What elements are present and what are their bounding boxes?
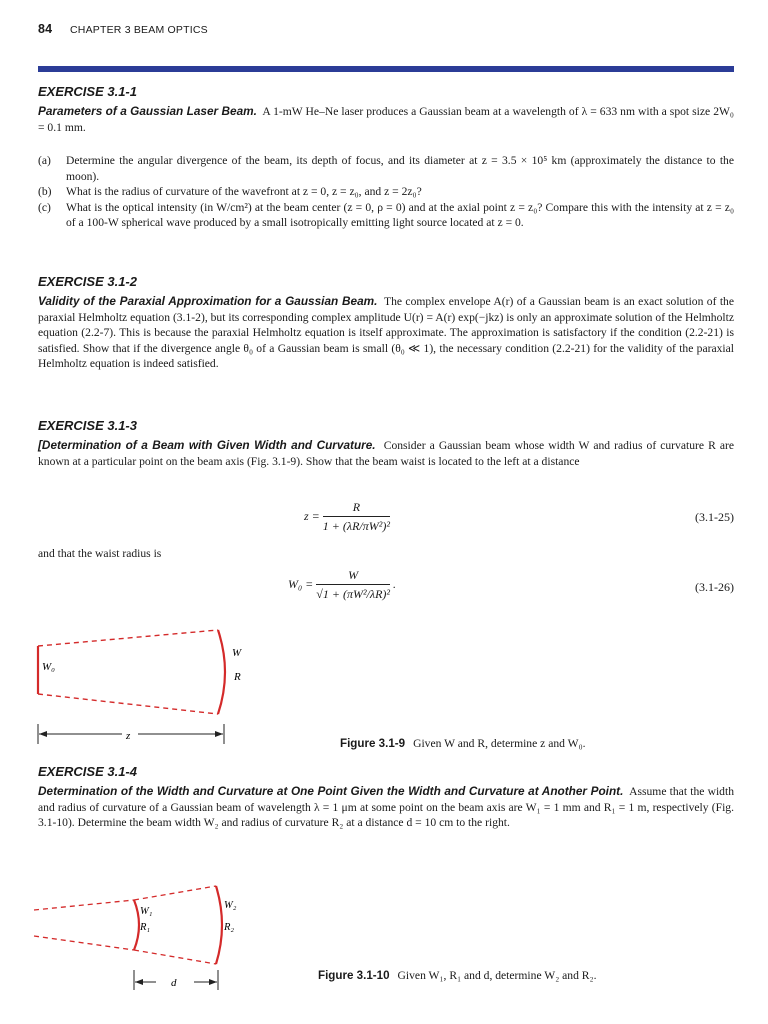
caption-label: Figure 3.1-10	[318, 969, 390, 982]
equation-3-1-25	[304, 500, 390, 534]
exercise-heading-3: EXERCISE 3.1-3	[38, 418, 137, 433]
width-1-label: W₁	[140, 906, 153, 917]
arrow-left	[135, 979, 143, 985]
exercise-4-body	[38, 784, 734, 831]
equation-numerator: W	[316, 568, 390, 585]
beam-edge-lower-right	[134, 950, 216, 964]
width-2-label: W₂	[224, 900, 237, 911]
exercise-2-body	[38, 294, 734, 372]
exercise-heading-1: EXERCISE 3.1-1	[38, 84, 137, 99]
radius-2-label: R₂	[224, 922, 235, 933]
exercise-1-intro	[38, 104, 734, 135]
mid-text: and that the waist radius is	[38, 547, 162, 560]
beam-edge-upper-right	[134, 886, 216, 900]
arrow-right	[215, 731, 223, 737]
equation-tail: .	[393, 576, 397, 591]
item-text: Determine the angular divergence of the beam, its depth of focus, and its diameter at z = 3.5 × 10⁵ km (approximately the distance to the moon).	[66, 154, 734, 183]
equation-denominator: 1 + (λR/πW²)²	[322, 519, 390, 533]
question-item	[38, 200, 734, 231]
equation-number-2: (3.1-26)	[695, 580, 734, 594]
exercise-heading-4: EXERCISE 3.1-4	[38, 764, 137, 779]
item-label: (c)	[38, 200, 51, 214]
exercise-3-text: Consider a Gaussian beam whose width W and radius of curvature R are known at a particular point on the beam axis (Fig. 3.1-9). Show that the beam waist is located to the left at a distance	[38, 439, 735, 468]
equation-lhs: W₀ =	[288, 576, 314, 591]
radius-label: R	[234, 671, 241, 683]
equation-numerator: R	[323, 500, 390, 517]
exercise-3-body	[38, 438, 734, 469]
item-label: (b)	[38, 185, 52, 199]
caption-text: Given W and R, determine z and W₀.	[413, 737, 586, 750]
width-label: W	[232, 647, 242, 659]
figure-3-1-10	[28, 878, 268, 1004]
beam-edge-upper	[38, 630, 218, 646]
waist-label: W₀	[42, 661, 55, 673]
item-text: What is the optical intensity (in W/cm²) at the beam center (z = 0, ρ = 0) and at the axial point z = z₀? Compare this with the intensity at z = z₀ of a 100-W spherical wave produced by a small isotropically emitting light source located at z = 0.	[66, 200, 734, 230]
question-item	[38, 184, 734, 200]
figure-3-1-9	[28, 618, 268, 758]
figure-3-1-9-caption	[340, 736, 734, 751]
exercise-2-title: Validity of the Paraxial Approximation for a Gaussian Beam.	[38, 294, 378, 308]
exercise-1-questions	[38, 153, 734, 231]
section-rule	[38, 66, 734, 72]
arrow-left	[39, 731, 47, 737]
wavefront-2	[216, 886, 222, 964]
chapter-title: CHAPTER 3 BEAM OPTICS	[70, 24, 208, 36]
item-text: What is the radius of curvature of the wavefront at z = 0, z = z₀, and z = 2z₀?	[66, 185, 422, 199]
item-label: (a)	[38, 154, 51, 167]
equation-3-1-26	[288, 568, 396, 602]
running-header	[38, 22, 208, 36]
distance-label: z	[126, 730, 131, 742]
arrow-right	[209, 979, 217, 985]
equation-number-1: (3.1-25)	[695, 510, 734, 524]
exercise-1-title: Parameters of a Gaussian Laser Beam.	[38, 104, 257, 118]
exercise-1-intro-text: A 1-mW He–Ne laser produces a Gaussian beam at a wavelength of λ = 633 nm with a spot size 2W₀ = 0.1 mm.	[38, 105, 734, 134]
exercise-3-title: [Determination of a Beam with Given Width and Curvature.	[38, 438, 376, 452]
exercise-2-text: The complex envelope A(r) of a Gaussian beam is an exact solution of the paraxial Helmholtz equation (3.1-2), but its corresponding complex amplitude U(r) = A(r) exp(−jkz) is only an approximate solution of the Helmholtz equation (2.2-7). This is because the paraxial Helmholtz equation is itself approximate. The approximation is satisfactory if the condition (2.2-21) is satisfied. Show that if the divergence angle θ₀ of a Gaussian beam is small (θ₀ ≪ 1), the necessary condition (2.2-21) for the validity of the paraxial Helmholtz equation is indeed satisfied.	[38, 295, 735, 371]
beam-edge-upper-left	[34, 900, 134, 910]
beam-edge-lower-left	[34, 936, 134, 950]
exercise-heading-2: EXERCISE 3.1-2	[38, 274, 137, 289]
equation-lhs: z =	[304, 508, 320, 523]
beam-edge-lower	[38, 694, 218, 714]
exercise-4-text: Assume that the width and radius of curvature of a Gaussian beam of wavelength λ = 1 μm at some point on the beam axis are W₁ = 1 mm and R₁ = 1 m, respectively (Fig. 3.1-10). Determine the beam width W₂ and radius of curvature R₂ at a distance d = 10 cm to the right.	[38, 785, 734, 830]
caption-text: Given W₁, R₁ and d, determine W₂ and R₂.	[397, 969, 597, 982]
equation-fraction	[316, 568, 390, 602]
question-item	[38, 153, 734, 184]
distance-label: d	[171, 977, 177, 989]
equation-denominator: √1 + (πW²/λR)²	[316, 587, 391, 601]
wavefront	[218, 630, 225, 714]
wavefront-1	[134, 900, 139, 950]
page-number: 84	[38, 22, 53, 36]
figure-3-1-10-caption	[318, 968, 734, 983]
equation-fraction	[323, 500, 390, 534]
radius-1-label: R₁	[140, 922, 151, 933]
caption-label: Figure 3.1-9	[340, 737, 406, 750]
exercise-4-title: Determination of the Width and Curvature at One Point Given the Width and Curvature at Another Point.	[38, 784, 624, 798]
